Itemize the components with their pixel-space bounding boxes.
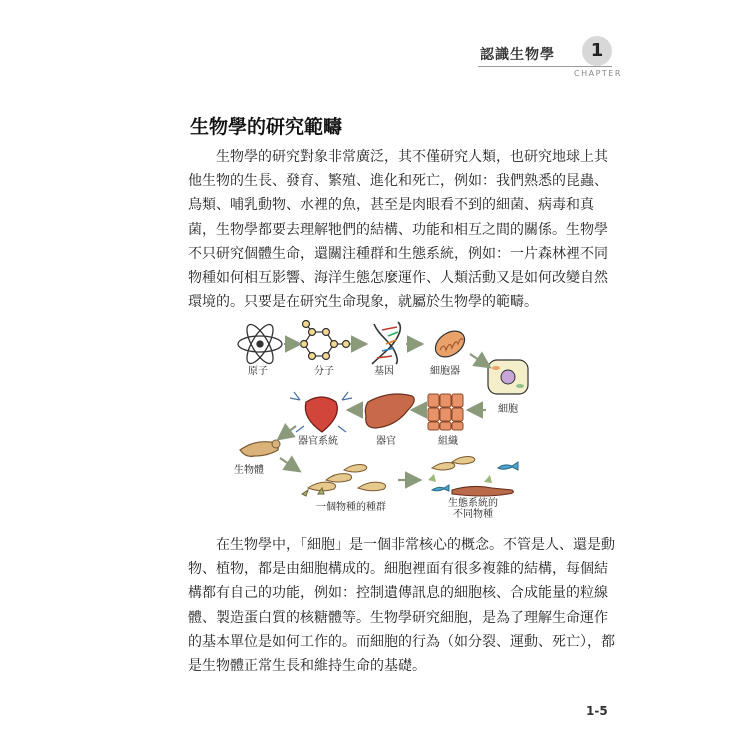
dna-icon (372, 322, 400, 364)
paragraph-line: 環境的。只要是在研究生命現象，就屬於生物學的範疇。 (188, 294, 538, 311)
biological-organization-diagram (222, 318, 538, 522)
label-organ: 器官 (376, 436, 396, 447)
label-gene: 基因 (374, 366, 394, 377)
chapter-number-badge: 1 (582, 36, 612, 66)
paragraph-line: 鳥類、哺乳動物、水裡的魚，甚至是肉眼看不到的細菌、病毒和真 (188, 197, 594, 214)
organelle-icon (431, 326, 470, 362)
paragraph-line: 的基本單位是如何工作的。而細胞的行為（如分裂、運動、死亡），都 (188, 633, 615, 650)
organ-icon (365, 394, 414, 428)
paragraph-line: 物、植物，都是由細胞構成的。細胞裡面有很多複雜的結構，每個結 (188, 561, 608, 578)
cell-icon (488, 360, 528, 394)
molecule-icon (301, 321, 350, 360)
paragraph-line: 構都有自己的功能，例如：控制遺傳訊息的細胞核、合成能量的粒線 (188, 585, 608, 602)
label-atom: 原子 (248, 366, 268, 377)
label-ecosystem (428, 498, 518, 520)
tissue-icon (428, 394, 463, 430)
diagram-illustrations (222, 318, 538, 522)
population-icon (302, 465, 386, 496)
chapter-title: 認識生物學 (480, 47, 555, 63)
ecosystem-icon (428, 457, 518, 496)
paragraph-line: 不只研究個體生命，還關注種群和生態系統，例如：一片森林裡不同 (188, 245, 608, 262)
label-cell: 細胞 (498, 404, 518, 415)
label-molecule: 分子 (314, 366, 334, 377)
paragraph-line: 生物學的研究對象非常廣泛，其不僅研究人類，也研究地球上其 (216, 149, 608, 165)
paragraph-line: 在生物學中，「細胞」是一個非常核心的概念。不管是人、還是動 (216, 537, 615, 553)
paragraph-line: 他生物的生長、發育、繁殖、進化和死亡，例如：我們熟悉的昆蟲、 (188, 173, 608, 190)
section-title: 生物學的研究範疇 (190, 116, 343, 138)
organism-icon (240, 440, 280, 456)
label-organism: 生物體 (234, 465, 264, 476)
paragraph-line: 菌，生物學都要去理解牠們的結構、功能和相互之間的關係。生物學 (188, 221, 608, 238)
chapter-word: CHAPTER (574, 69, 622, 78)
label-organelle: 細胞器 (430, 366, 460, 377)
header-rule (478, 66, 612, 67)
paragraph-line: 物種如何相互影響、海洋生態怎麼運作、人類活動又是如何改變自然 (188, 269, 608, 286)
atom-icon (238, 321, 282, 367)
paragraph-cell (188, 533, 615, 678)
paragraph-intro (188, 145, 608, 314)
paragraph-line: 體、製造蛋白質的核糖體等。生物學研究細胞，是為了理解生命運作 (188, 609, 608, 626)
paragraph-line: 是生物體正常生長和維持生命的基礎。 (188, 657, 426, 674)
label-ecosystem-line2: 不同物種 (453, 509, 493, 520)
label-ecosystem-line1: 生態系統的 (448, 498, 498, 509)
label-organ-system: 器官系統 (298, 436, 338, 447)
page-number: 1-5 (586, 704, 608, 718)
label-population: 一個物種的種群 (316, 502, 386, 513)
label-tissue: 組織 (438, 436, 458, 447)
organ-system-icon (290, 392, 352, 432)
